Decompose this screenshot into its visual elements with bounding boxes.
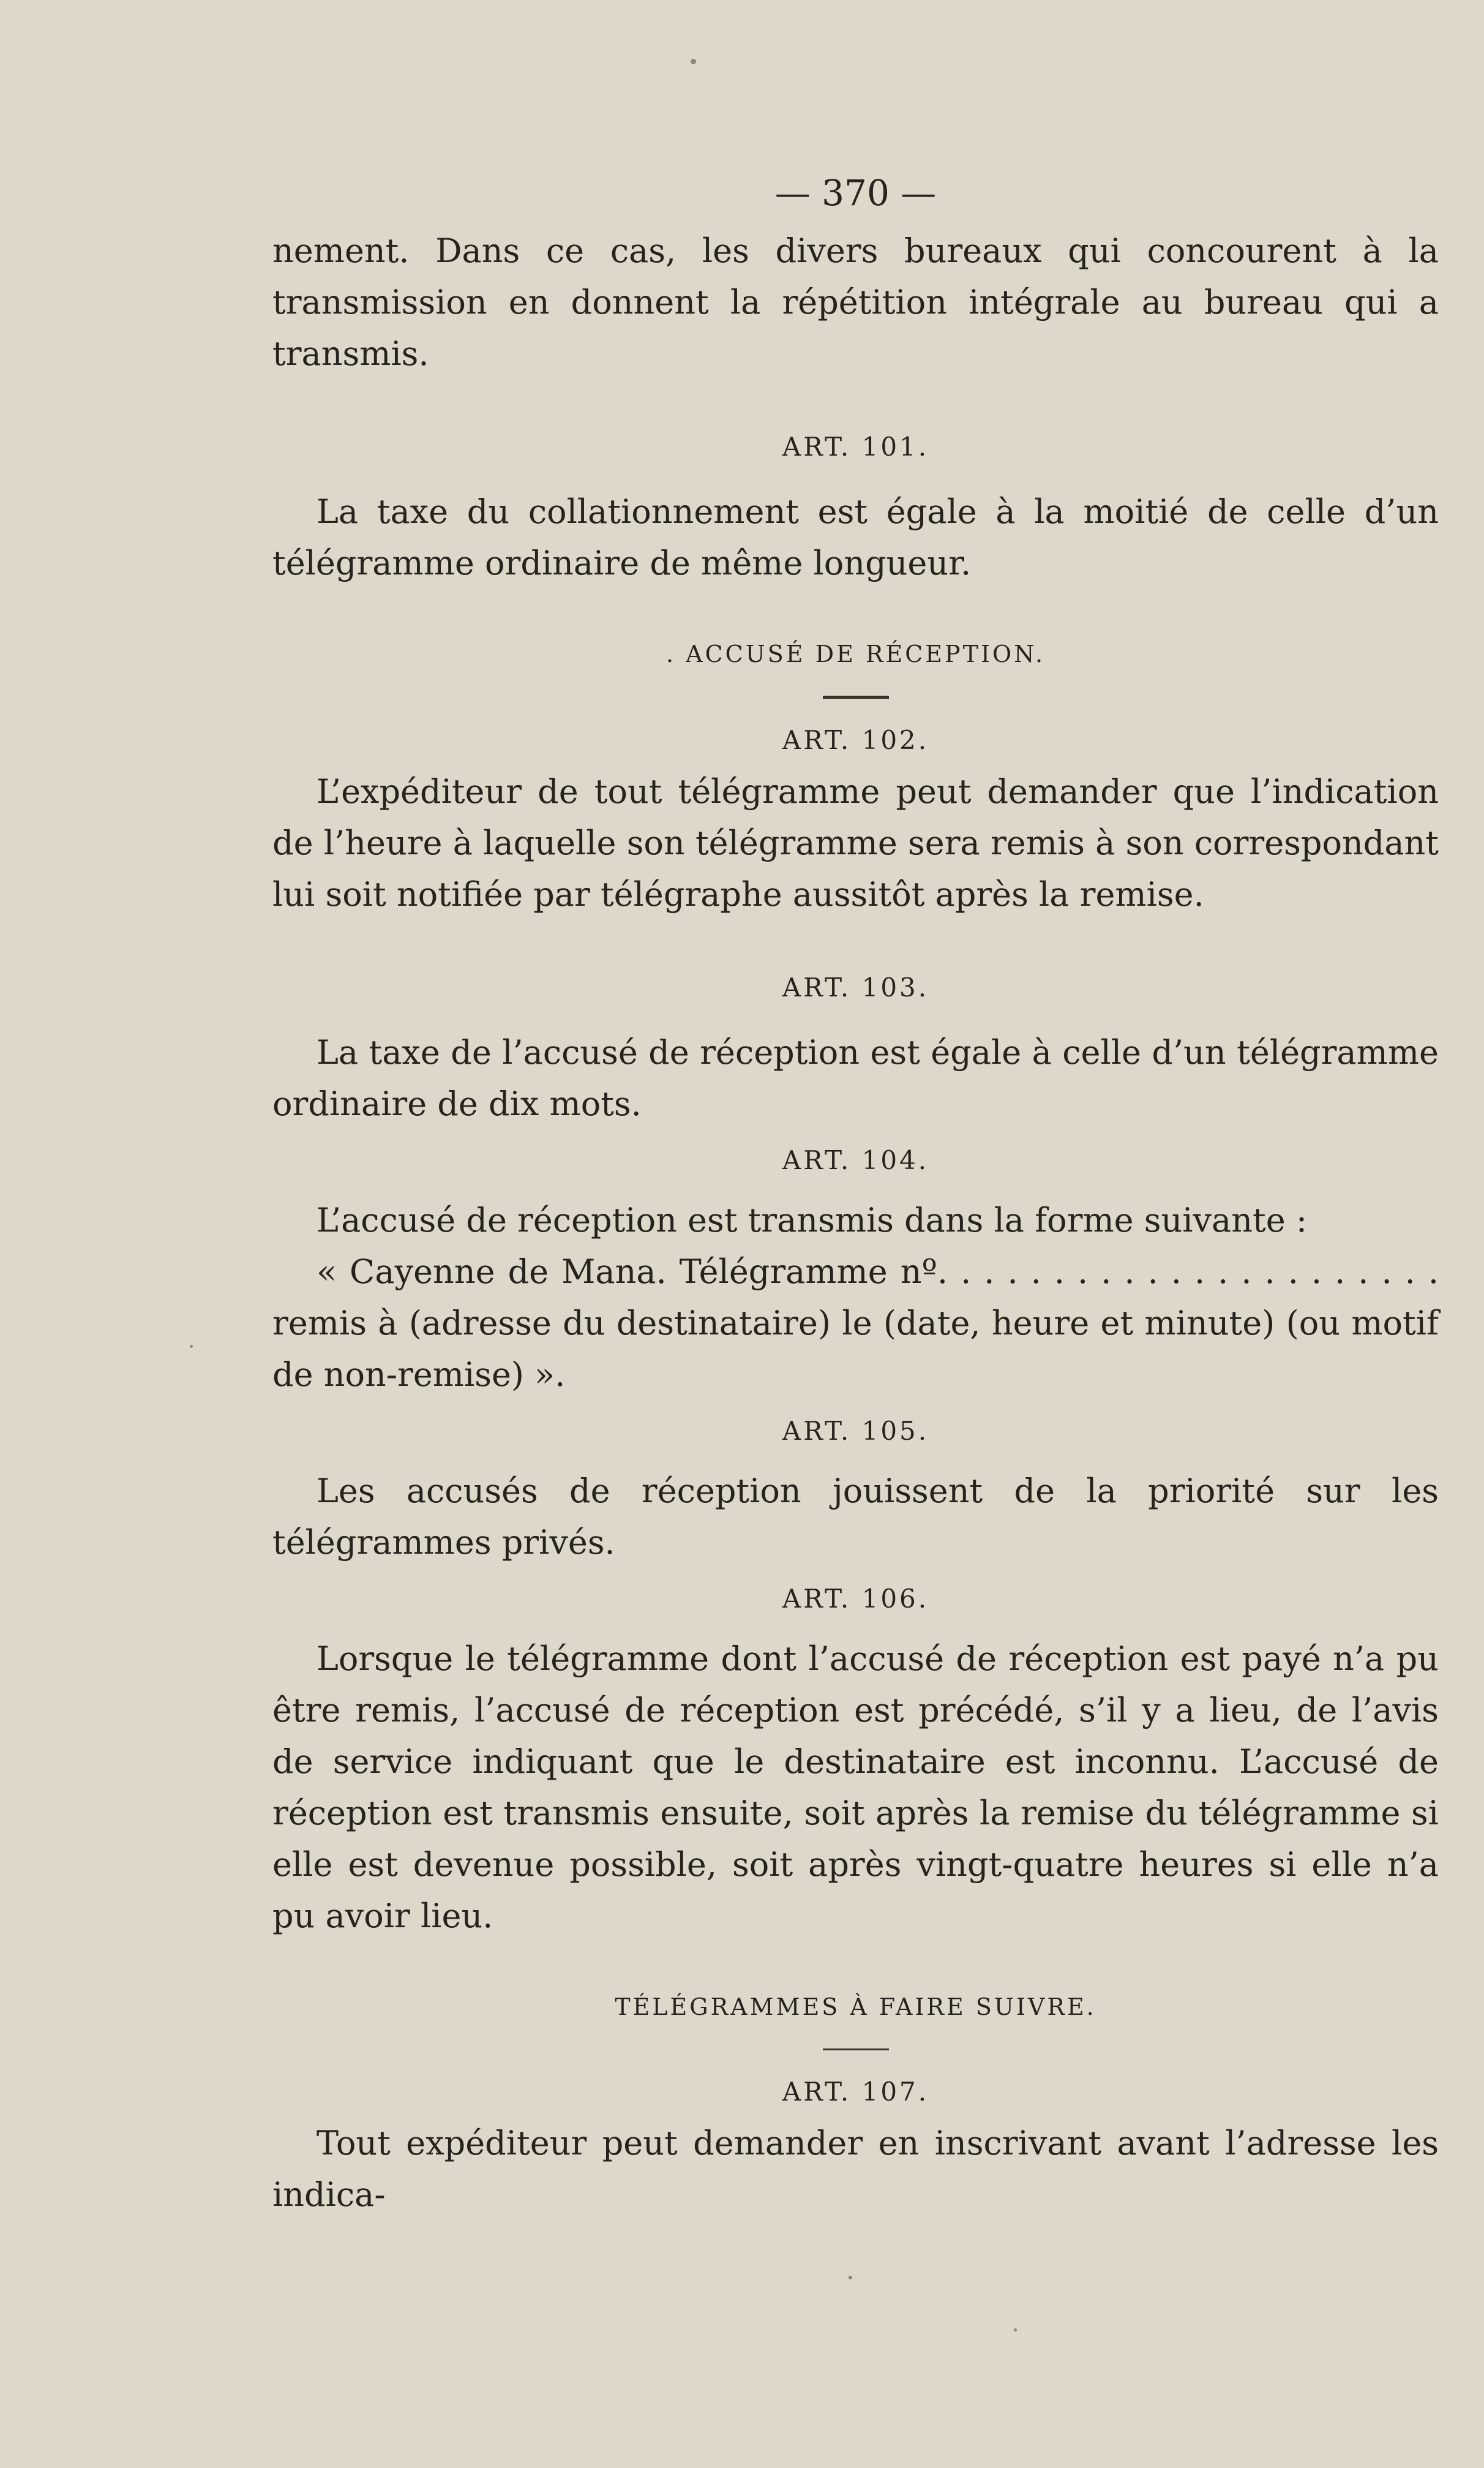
article-heading: ART. 102.: [782, 725, 929, 755]
paragraph: « Cayenne de Mana. Télégramme nº. . . . . . . . . . . . . . . . . . . . . . remis à (adresse du destinataire) le (date, heure et minute) (ou motif de non-remise) ».: [272, 1252, 1439, 1394]
section-rule: [823, 696, 889, 699]
article-heading: ART. 106.: [782, 1584, 929, 1614]
section-heading: TÉLÉGRAMMES À FAIRE SUIVRE.: [615, 1993, 1096, 2020]
paper-speck: [190, 1345, 193, 1348]
paragraph: Les accusés de réception jouissent de la priorité sur les télégrammes privés.: [272, 1472, 1439, 1562]
paragraph: L’expéditeur de tout télégramme peut demander que l’indication de l’heure à laquelle son télégramme sera remis à son correspondant lui soit notifiée par télégraphe aussitôt après la remise.: [272, 772, 1439, 914]
page-number: — 370 —: [774, 172, 937, 214]
paragraph: nement. Dans ce cas, les divers bureaux qui concourent à la transmission en donnent la répétition intégrale au bureau qui a transmis.: [272, 231, 1439, 373]
section-heading: . ACCUSÉ DE RÉCEPTION.: [665, 641, 1046, 668]
text-flow: [272, 225, 1439, 2221]
article-heading: ART. 103.: [782, 973, 929, 1003]
section-rule: [823, 2049, 889, 2050]
paragraph: Lorsque le télégramme dont l’accusé de réception est payé n’a pu être remis, l’accusé de réception est précédé, s’il y a lieu, de l’avis de service indiquant que le destinataire est inconnu. L’accusé de réception est transmis ensuite, soit après la remise du télégramme si elle est devenue possible, soit après vingt-quatre heures si elle n’a pu avoir lieu.: [272, 1639, 1439, 1935]
paper-speck: [1014, 2328, 1017, 2331]
article-heading: ART. 107.: [782, 2077, 929, 2107]
paragraph: La taxe du collationnement est égale à la moitié de celle d’un télégramme ordinaire de même longueur.: [272, 492, 1439, 582]
paper-speck: [849, 2276, 852, 2279]
paragraph: Tout expéditeur peut demander en inscrivant avant l’adresse les indica-: [272, 2124, 1439, 2214]
paper-speck: [691, 59, 696, 64]
article-heading: ART. 104.: [782, 1145, 929, 1175]
page-content: [272, 165, 1439, 2221]
article-heading: ART. 101.: [782, 432, 929, 462]
paragraph: L’accusé de réception est transmis dans la forme suivante :: [317, 1201, 1308, 1240]
paragraph: La taxe de l’accusé de réception est égale à celle d’un télégramme ordinaire de dix mots.: [272, 1033, 1439, 1123]
article-heading: ART. 105.: [782, 1416, 929, 1446]
